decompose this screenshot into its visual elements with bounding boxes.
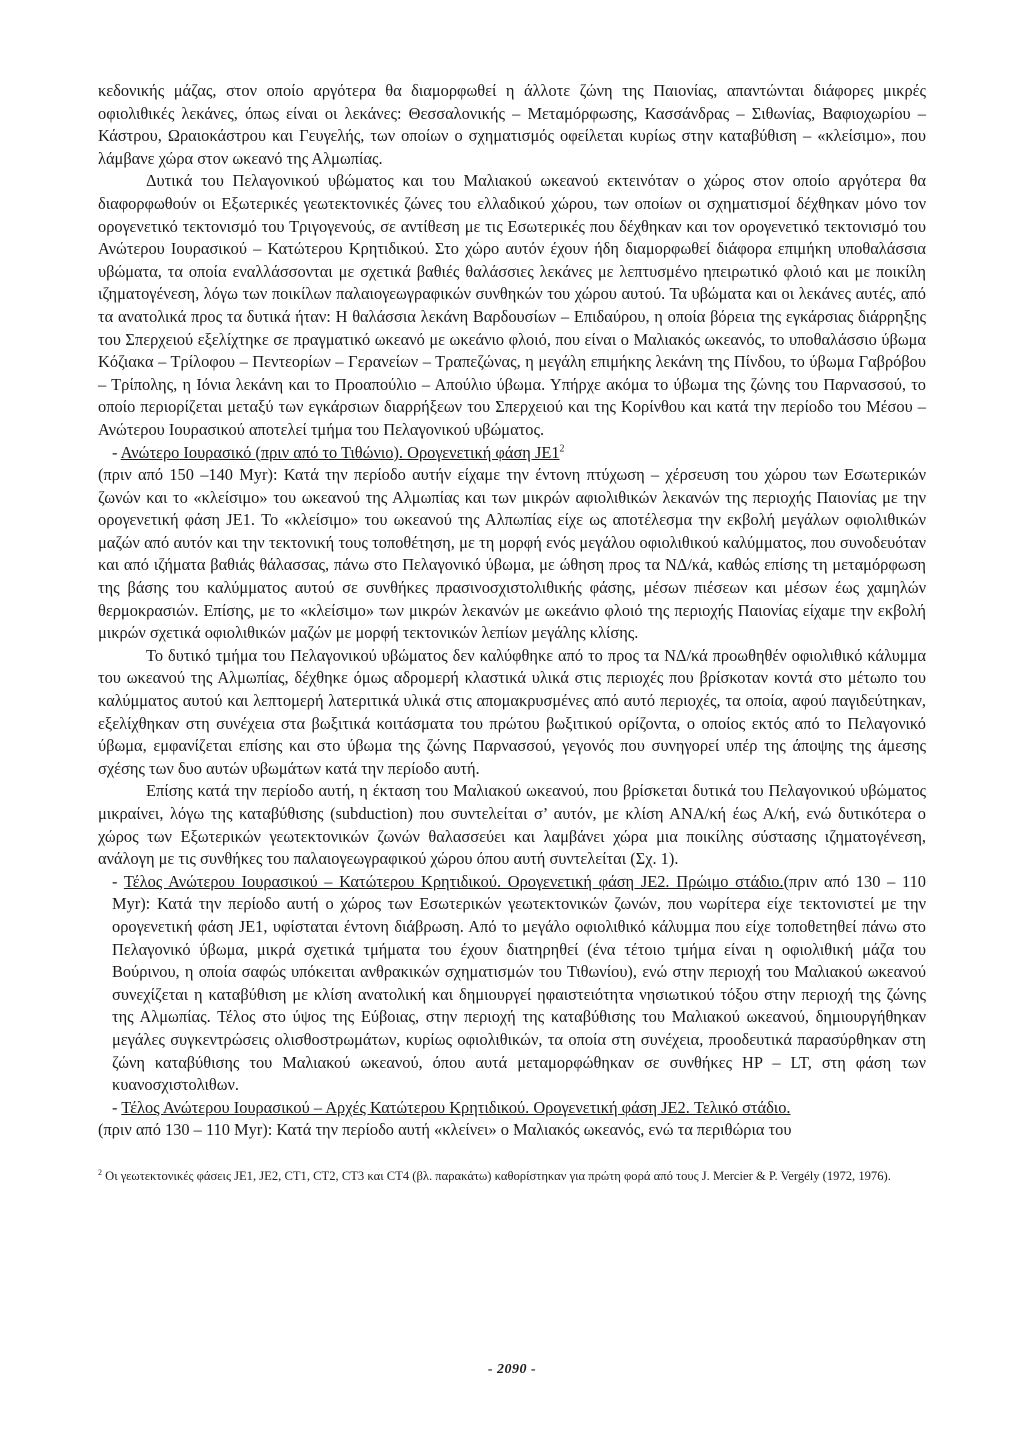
section-heading-je2-early	[98, 871, 926, 1097]
paragraph-je2-final: (πριν από 130 – 110 Μyr): Κατά την περίοδο αυτή «κλείνει» ο Μαλιακός ωκεανός, ενώ τα περιθώρια του	[98, 1120, 792, 1140]
heading-continuation: (πριν από 130 – 110 Μyr): Κατά την περίοδο αυτή ο χώρος των Εσωτερικών γεωτεκτονικών ζωνών, που νωρίτερα είχε τεκτονιστεί με την ορογενετική φάση JE1, υφίσταται έντονη διάβρωση. Από το μεγάλο οφιολιθικό κάλυμμα που είχε τοποθετηθεί πάνω στο Πελαγονικό ύβωμα, μικρά σχετικά τμήματα του έχουν διατηρηθεί (ένα τέτοιο τμήμα είναι η οφιολιθική μάζα του Βούρινου, η οποία σαφώς υπόκειται ανθρακικών σχηματισμών του Τιθωνίου), ενώ στην περιοχή του Μαλιακού ωκεανού συνεχίζεται η καταβύθιση με κλίση ανατολική και δημιουργεί ηφαιστειότητα νησιωτικού τόξου στην περιοχή της ζώνης της Αλμωπίας. Τέλος στο ύψος της Εύβοιας, στην περιοχή της καταβύθισης του Μαλιακού ωκεανού, δημιουργήθηκαν μεγάλες συγκεντρώσεις ολισθοστρωμάτων, κυρίως οφιολιθικών, τα οποία στη συνέχεια, προοδευτικά παρασύρθηκαν στη ζώνη καταβύθισης του Μαλιακού ωκεανού, όπου αυτά μεταμορφώθηκαν σε συνθήκες HP – LT, στη φάση των κυανοσχιστολιθων.	[112, 871, 926, 1095]
page-number: - 2090 -	[487, 1362, 537, 1377]
paragraph-maliac-ocean: Επίσης κατά την περίοδο αυτή, η έκταση του Μαλιακού ωκεανού, που βρίσκεται δυτικά του Πελαγονικού υβώματος μικραίνει, λόγω της καταβύθισης (subduction) που συντελείται σ’ αυτόν, με κλίση ΑΝΑ/κή έως Α/κή, ενώ δυτικότερα ο χώρος των Εξωτερικών γεωτεκτονικών ζωνών θαλασσεύει και λαμβάνει χώρα μια ποικίλης σύστασης ιζηματογένεση, ανάλογη με τις συνθήκες του παλαιογεωγραφικού χώρου όπου αυτή συντελείται (Σχ. 1).	[98, 781, 926, 869]
heading-title: Τέλος Ανώτερου Ιουρασικού – Κατώτερου Κρητιδικού. Ορογενετική φάση JE2. Πρώιμο στάδιο.	[123, 871, 784, 891]
footnote-marker: 2	[98, 1167, 102, 1177]
heading-title: Τέλος Ανώτερου Ιουρασικού – Αρχές Κατώτερου Κρητιδικού. Ορογενετική φάση JE2. Τελικό στάδιο.	[121, 1097, 791, 1117]
heading-dash: -	[112, 1097, 122, 1117]
paragraph-continued: κεδονικής μάζας, στον οποίο αργότερα θα διαμορφωθεί η άλλοτε ζώνη της Παιονίας, απαντώνται διάφορες μικρές οφιολιθικές λεκάνες, όπως είναι οι λεκάνες: Θεσσαλονικής – Μεταμόρφωσης, Κασσάνδρας – Σιθωνίας, Βαφιοχωρίου – Κάστρου, Ωραιοκάστρου και Γευγελής, των οποίων ο σχηματισμός οφείλεται κυρίως στην καταβύθιση – «κλείσιμο», που λάμβανε χώρα στον ωκεανό της Αλμωπίας.	[98, 81, 926, 168]
heading-title: Ανώτερο Ιουρασικό (πριν από το Τιθώνιο). Ορογενετική φάση JE1	[120, 442, 560, 462]
heading-dash: -	[112, 871, 124, 891]
paragraph-je1: (πριν από 150 –140 Μyr): Κατά την περίοδο αυτήν είχαμε την έντονη πτύχωση – χέρσευση του χώρου των Εσωτερικών ζωνών και το «κλείσιμο» του ωκεανού της Αλμωπίας και των μικρών αφιολιθικών λεκανών της περιοχής Παιονίας με την ορογενετική φάση JE1. Το «κλείσιμο» του ωκεανού της Αλπωπίας είχε ως αποτέλεσμα την εκβολή μεγάλων οφιολιθικών μαζών από αυτόν και την τεκτονική τους τοποθέτηση, με τη μορφή ενός μεγάλου οφιολιθικού καλύμματος, που συνοδευόταν και από ιζήματα βαθιάς θάλασσας, πάνω στο Πελαγονικό ύβωμα, με ώθηση προς τα ΝΔ/κά, καθώς επίσης τη μεταμόρφωση της βάσης του καλύμματος αυτού σε συνθήκες πρασινοσχιστολιθικής φάσης, μέσων πιέσεων και μέσων έως χαμηλών θερμοκρασιών. Επίσης, με το «κλείσιμο» των μικρών λεκανών με ωκεάνιο φλοιό της περιοχής Παιονίας είχαμε την εκβολή μικρών σχετικά οφιολιθικών μαζών με μορφή τεκτονικών λεπίων μεγάλης κλίσης.	[98, 465, 926, 643]
paragraph-pelagonian-west: Το δυτικό τμήμα του Πελαγονικού υβώματος δεν καλύφθηκε από το προς τα ΝΔ/κά προωθηθέν οφιολιθικό κάλυμμα του ωκεανού της Αλμωπίας, δέχθηκε όμως αδρομερή κλαστικά υλικά στις περιοχές που βρίσκοταν κοντά στο μέτωπο του καλύμματος αυτού και λεπτομερή λατεριτικά υλικά στις απομακρυσμένες από αυτό περιοχές, τα οποία, αφού παγιδεύτηκαν, εξελίχθηκαν στη συνέχεια στα βωξιτικά κοιτάσματα του πρώτου βωξιτικού ορίζοντα, ο οποίος εκτός από το Πελαγονικό ύβωμα, εμφανίζεται επίσης και στο ύβωμα της ζώνης Παρνασσού, γεγονός που συνηγορεί υπέρ της άποψης της άμεσης σχέσης των δυο αυτών υβωμάτων κατά την περίοδο αυτή.	[98, 645, 926, 778]
heading-dash: -	[112, 442, 121, 462]
body-text	[98, 80, 926, 1185]
footnote	[98, 1168, 926, 1185]
section-heading-je2-final	[98, 1097, 926, 1120]
paragraph-western-domain: Δυτικά του Πελαγονικού υβώματος και του Μαλιακού ωκεανού εκτεινόταν ο χώρος στον οποίο αργότερα θα διαφορφωθούν οι Εξωτερικές γεωτεκτονικές ζώνες του ελλαδικού χώρου, των οποίων οι σχηματισμοί δέχθηκαν μόνο τον ορογενετικό τεκτονισμό του Τριγογενούς, σε αντίθεση με τις Εσωτερικές που δέχθηκαν και τον ορογενετικό τεκτονισμό του Ανώτερου Ιουρασικού – Κατώτερου Κρητιδικού. Στο χώρο αυτόν έχουν ήδη διαμορφωθεί διάφορα επιμήκη υποθαλάσσια υβώματα, τα οποία εναλλάσσονται με σχετικά βαθιές θαλάσσιες λεκάνες με λεπτυσμένο ηπειρωτικό φλοιό και με ποικίλη ιζηματογένεση, λόγω των ποικίλων παλαιογεωγραφικών συνθηκών του χώρου αυτού. Τα υβώματα και οι λεκάνες αυτές, από τα ανατολικά προς τα δυτικά ήταν: Η θαλάσσια λεκάνη Βαρδουσίων – Επιδαύρου, η οποία βόρεια της εγκάρσιας διάρρηξης του Σπερχειού εξελίχτηκε σε πραγματικό ωκεανό με ωκεάνιο φλοιό, που είναι ο Μαλιακός ωκεανός, το υποθαλάσσιο ύβωμα Κόζιακα – Τρίλοφου – Πεντεορίων – Γερανείων – Τραπεζώνας, η μεγάλη επιμήκης λεκάνη της Πίνδου, το ύβωμα Γαβρόβου – Τρίπολης, η Ιόνια λεκάνη και το Προαπούλιο – Απούλιο ύβωμα. Υπήρχε ακόμα το ύβωμα της ζώνης του Παρνασσού, το οποίο περιορίζεται μεταξύ των εγκάρσιων διαρρήξεων του Σπερχειού και της Κορίνθου και κατά την περίοδο του Μέσου – Ανώτερου Ιουρασικού αποτελεί τμήμα του Πελαγονικού υβώματος.	[98, 171, 926, 439]
footnote-text: Οι γεωτεκτονικές φάσεις JE1, JE2, CT1, CT2, CT3 και CT4 (βλ. παρακάτω) καθορίστηκαν για πρώτη φορά από τους J. Mercier & P. Vergély (1972, 1976).	[102, 1168, 891, 1183]
footnote-ref: 2	[559, 443, 565, 455]
section-heading-je1	[98, 442, 926, 465]
